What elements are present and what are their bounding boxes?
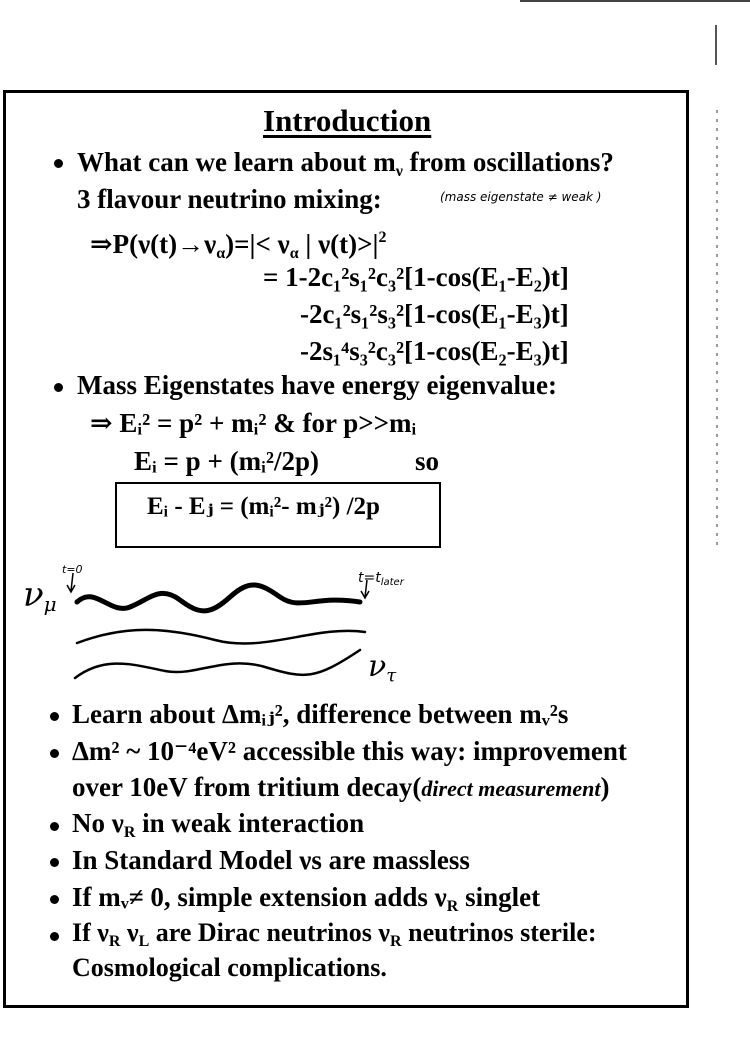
bullet-extension — [72, 882, 540, 922]
dirac-a: If ν — [72, 918, 109, 947]
nu-tau-sub: τ — [386, 665, 397, 686]
dirac-sub-1: R — [108, 933, 121, 950]
bullet-standard-model: In Standard Model νs are massless — [72, 845, 470, 875]
dirac-d: neutrinos sterile: — [401, 918, 597, 947]
energy-difference: Eᵢ - Eⱼ = (mᵢ²- mⱼ²) /2p — [147, 493, 380, 520]
formula-term-2: -2c₁²s₁²s₃²[1-cos(E₁-E₃)t] — [300, 299, 569, 329]
bullet-tritium — [72, 772, 609, 804]
bullet-dirac — [72, 918, 597, 957]
tritium-close: ) — [600, 772, 610, 802]
dirac-c: are Dirac neutrinos ν — [149, 918, 391, 947]
bullet-dot — [50, 932, 59, 941]
no-nu-r-a: No ν — [72, 808, 124, 838]
nu-mu-sub: μ — [43, 592, 57, 616]
bullet-1-sub: ν — [395, 163, 403, 180]
tritium-italic: direct measurement — [421, 776, 601, 801]
extension-sub: R — [446, 898, 459, 915]
no-nu-r-sub: R — [123, 824, 136, 841]
formula-sub-1: α — [216, 245, 226, 262]
bullet-2-line-1: Mass Eigenstates have energy eigenvalue: — [77, 370, 557, 400]
bullet-dot — [50, 712, 59, 721]
energy-approx: Eᵢ = p + (mᵢ²/2p) — [134, 446, 319, 476]
bullet-dot — [54, 383, 63, 392]
formula-part-1: ⇒P(ν(t)→ν — [90, 229, 217, 259]
bullet-1-text-b: from oscillations? — [402, 147, 614, 177]
dirac-b: ν — [120, 918, 139, 947]
scan-right-dash — [716, 110, 718, 550]
formula-term-1: = 1-2c₁²s₁²c₃²[1-cos(E₁-E₂)t] — [263, 262, 569, 292]
formula-part-2: )=|< ν — [225, 229, 290, 259]
extension-b: singlet — [458, 882, 541, 912]
bullet-dot — [50, 895, 59, 904]
nu-tau-wave — [75, 650, 360, 678]
middle-wave — [77, 630, 365, 644]
dirac-sub-3: R — [390, 933, 402, 950]
formula-term-3: -2s₁⁴s₃²c₃²[1-cos(E₂-E₃)t] — [300, 336, 569, 366]
formula-sub-2: α — [289, 245, 299, 262]
extension-a: If mᵥ≠ 0, simple extension adds ν — [72, 882, 447, 912]
bullet-mass-range: Δm² ~ 10⁻⁴eV² accessible this way: improvement — [72, 736, 627, 766]
bullet-learn-mass: Learn about Δmᵢⱼ², difference between mᵥ²s — [72, 699, 569, 729]
energy-approx-so: so — [415, 446, 440, 476]
slide-title: Introduction — [263, 103, 432, 138]
tlater-label — [358, 563, 404, 598]
bullet-dot — [54, 159, 63, 168]
nu-tau-label — [368, 649, 397, 691]
dirac-sub-2: L — [138, 933, 150, 950]
nu-tau-symbol: ν — [368, 649, 387, 684]
bullet-no-nu-r — [72, 808, 364, 848]
scan-edge-mark — [715, 25, 717, 65]
formula-sup: 2 — [378, 229, 387, 246]
bullet-1-line-1 — [77, 147, 614, 187]
nu-mu-label — [23, 575, 57, 619]
bullet-dot — [50, 858, 59, 867]
handwritten-note: (mass eigenstate ≠ weak ) — [440, 190, 602, 204]
energy-difference-box — [115, 482, 441, 548]
t0-label: t=0 — [62, 563, 83, 576]
bullet-dot — [50, 822, 59, 831]
formula-part-3: | ν(t)>| — [298, 229, 379, 259]
bullet-1-line-2: 3 flavour neutrino mixing: — [77, 184, 382, 214]
bullet-1-text-a: What can we learn about m — [77, 147, 396, 177]
bullet-cosmology: Cosmological complications. — [72, 953, 387, 982]
nu-mu-wave — [77, 585, 360, 611]
tlater-text: t=t — [358, 570, 381, 586]
tritium-text: over 10eV from tritium decay( — [72, 772, 422, 802]
no-nu-r-b: in weak interaction — [135, 808, 365, 838]
energy-relation: ⇒ Eᵢ² = p² + mᵢ² & for p>>mᵢ — [90, 408, 417, 438]
nu-mu-symbol: ν — [23, 575, 44, 615]
tlater-sub: later — [380, 577, 404, 588]
scan-edge-line — [520, 0, 750, 2]
bullet-dot — [50, 749, 59, 758]
